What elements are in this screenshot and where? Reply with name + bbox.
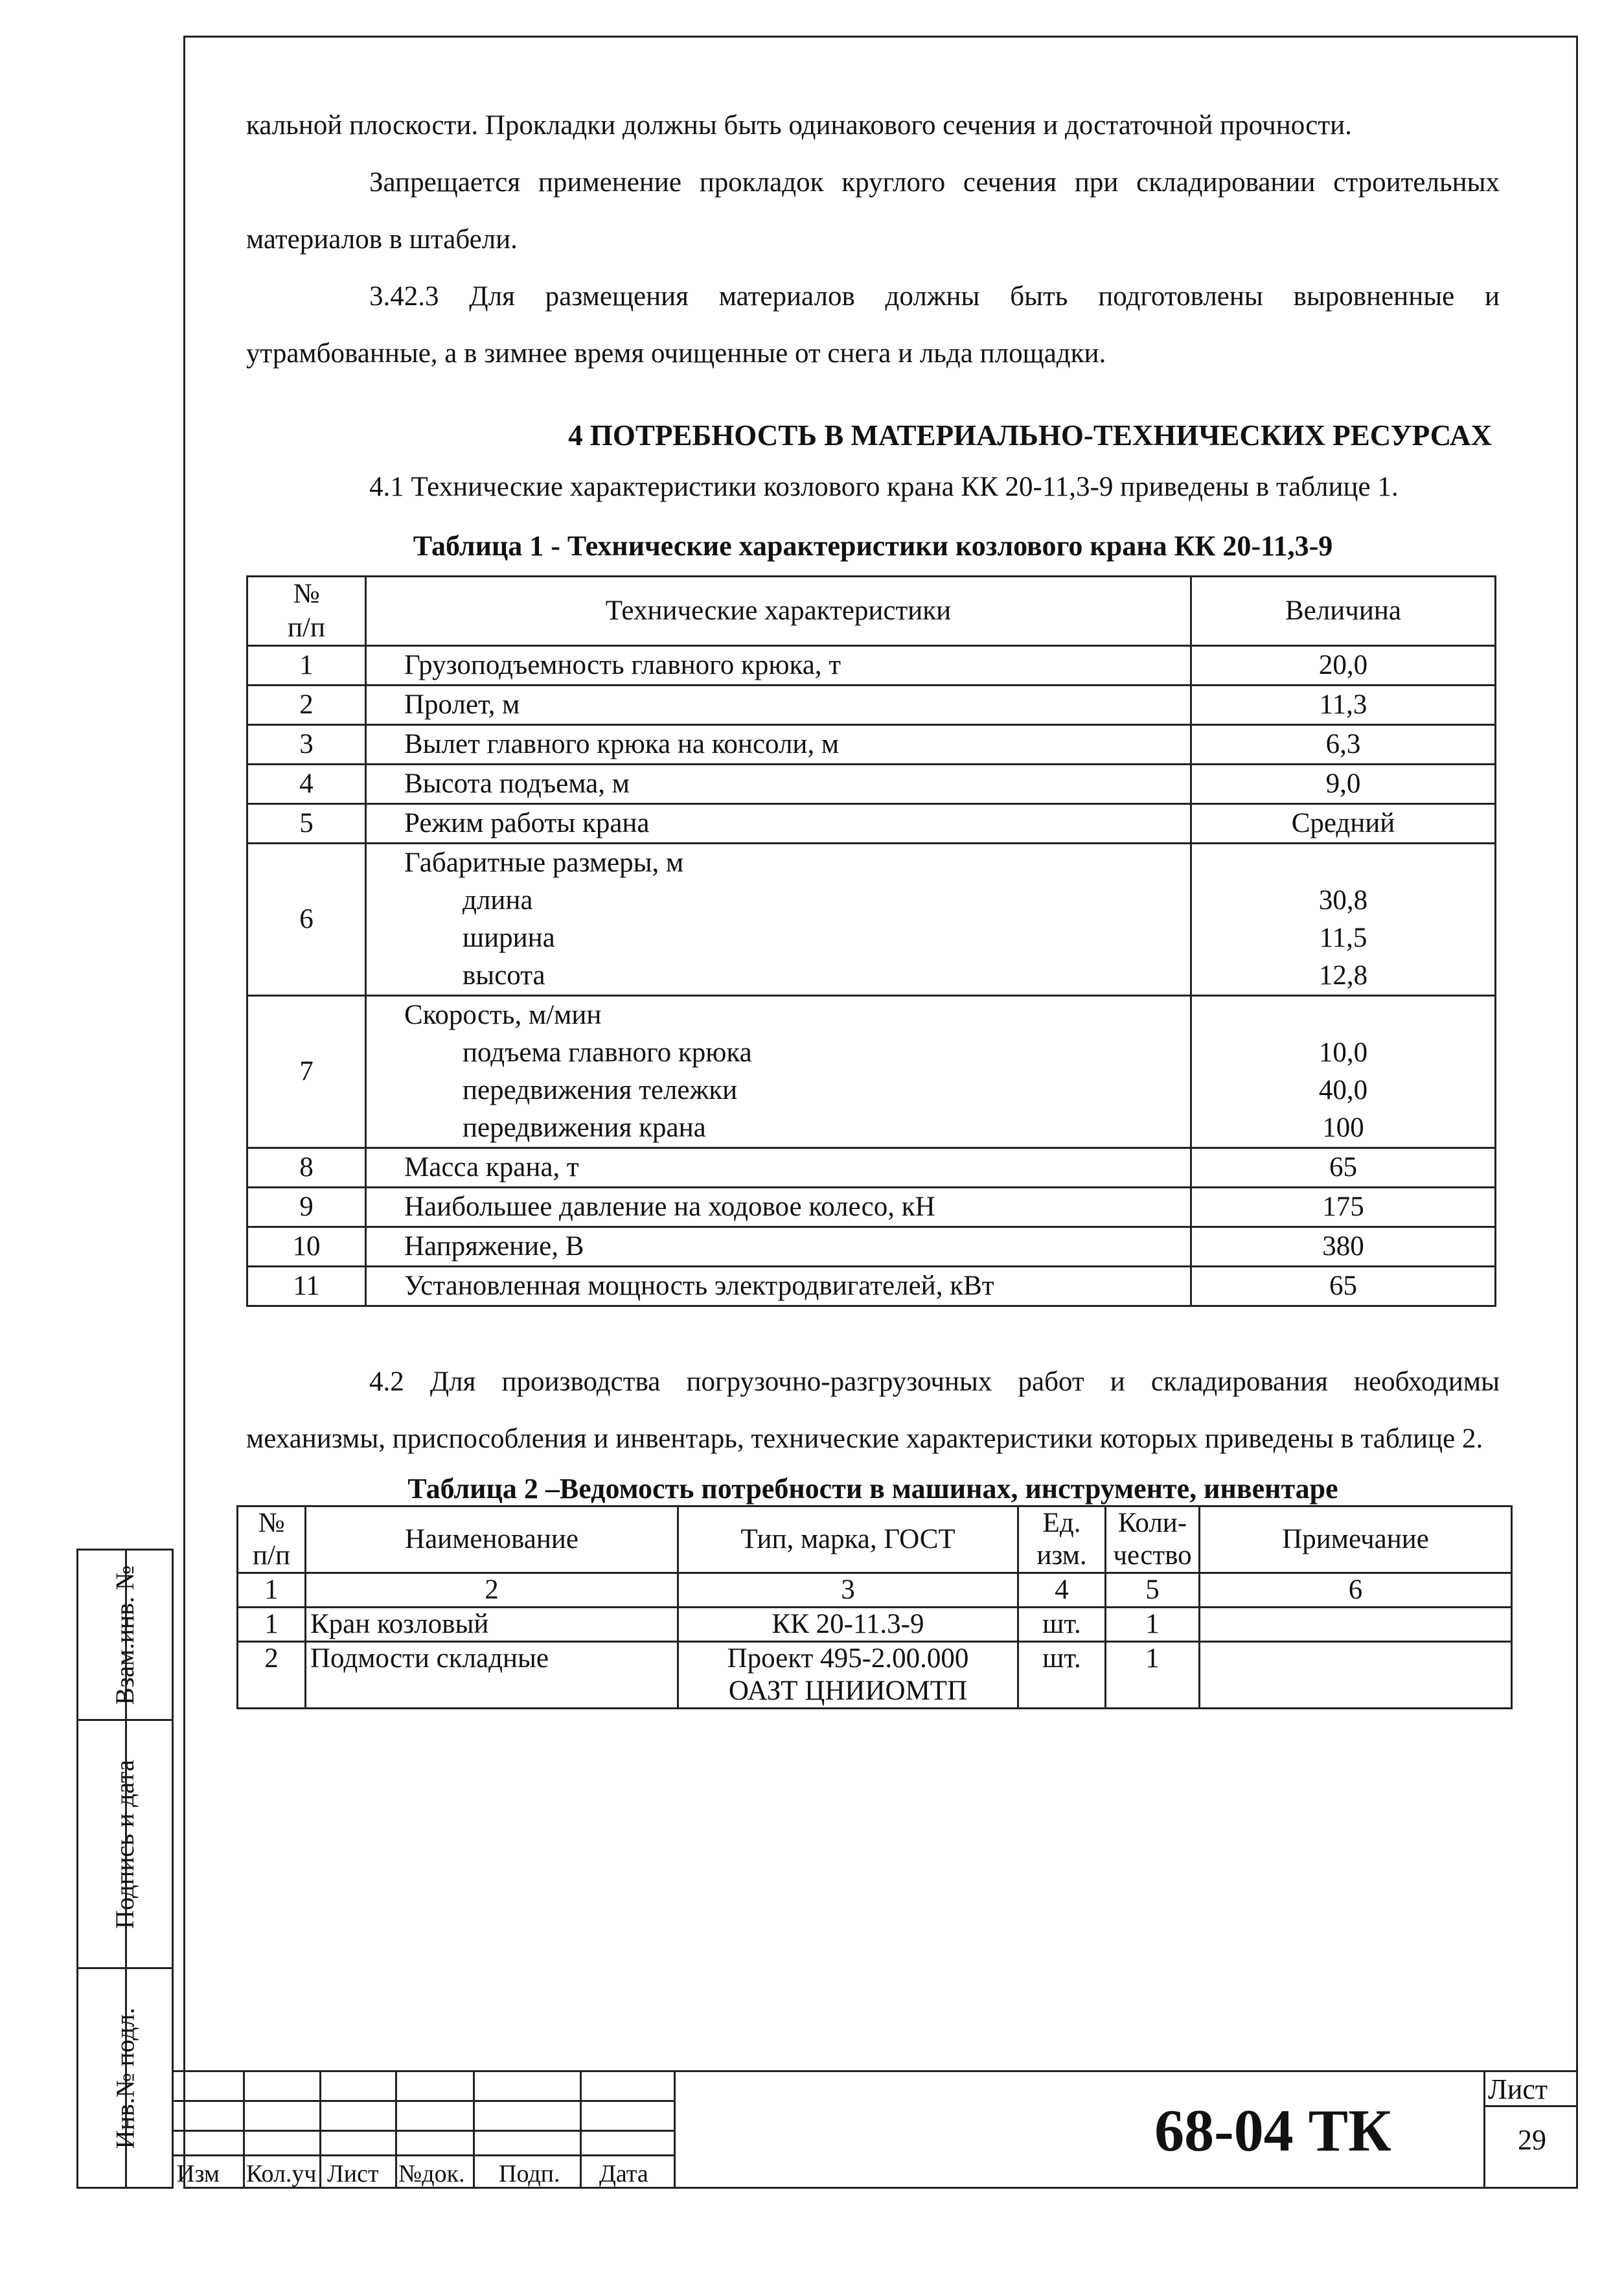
row-unit: шт.: [1018, 1642, 1106, 1709]
table-row: [247, 1148, 1496, 1188]
table1-caption: Таблица 1 - Технические характеристики козлового крана КК 20-11,3-9: [413, 530, 1333, 562]
table-row: [247, 1227, 1496, 1267]
table2-header-type: Тип, марка, ГОСТ: [678, 1506, 1018, 1573]
group-title: Габаритные размеры, м: [404, 848, 684, 878]
side-label: Инв.№ подл.: [110, 2007, 140, 2149]
row-name: Масса крана, т: [366, 1148, 1191, 1188]
sub-item: высота: [463, 960, 545, 991]
row-value: Средний: [1191, 804, 1496, 844]
page-content: [246, 97, 1500, 1709]
row-name: Наибольшее давление на ходовое колесо, кН: [366, 1188, 1191, 1227]
row-name: Высота подъема, м: [366, 765, 1191, 804]
sub-value: 40,0: [1318, 1075, 1368, 1105]
row-number: 6: [247, 844, 366, 996]
sub-value: 30,8: [1318, 885, 1368, 916]
colnum: 4: [1018, 1573, 1106, 1608]
table2-caption: Таблица 2 –Ведомость потребности в машинах, инструменте, инвентаре: [407, 1473, 1338, 1505]
sub-item: ширина: [463, 923, 555, 953]
side-binding-strip: [76, 1549, 174, 2189]
colnum: 1: [238, 1573, 306, 1608]
stamp-col-label: Лист: [327, 2160, 379, 2187]
table2-header-qty: Коли- чество: [1106, 1506, 1200, 1573]
sub-item: передвижения тележки: [463, 1075, 738, 1105]
table1-header-name: Технические характеристики: [366, 577, 1191, 646]
sub-value: 10,0: [1318, 1037, 1368, 1068]
row-number: 1: [238, 1608, 306, 1642]
sheet-number: 29: [1518, 2124, 1546, 2156]
row-value: 9,0: [1191, 765, 1496, 804]
row-number: 4: [247, 765, 366, 804]
table-row-speed: [247, 996, 1496, 1148]
row-name-group: [366, 844, 1191, 996]
row-value: 11,3: [1191, 686, 1496, 725]
table2-header-num: № п/п: [238, 1506, 306, 1573]
table-row: [247, 725, 1496, 765]
table2-header-note: Примечание: [1200, 1506, 1512, 1573]
stamp-col-label: Подп.: [499, 2160, 560, 2187]
sub-item: передвижения крана: [463, 1113, 706, 1143]
section-title: 4 ПОТРЕБНОСТЬ В МАТЕРИАЛЬНО-ТЕХНИЧЕСКИХ РЕСУРСАХ: [568, 419, 1492, 452]
sub-item: подъема главного крюка: [463, 1037, 752, 1068]
table2-header-name: Наименование: [306, 1506, 678, 1573]
table-row: [247, 1267, 1496, 1306]
row-note: [1200, 1608, 1512, 1642]
table1: [246, 575, 1496, 1307]
title-block: [172, 2070, 1578, 2189]
row-name: Кран козловый: [306, 1608, 678, 1642]
sub-value: 100: [1322, 1113, 1364, 1143]
stamp-col-label: Кол.уч: [246, 2160, 317, 2187]
row-value: 380: [1191, 1227, 1496, 1267]
side-cell-inventory: [78, 1969, 172, 2187]
sub-item: длина: [463, 885, 533, 916]
row-name: Режим работы крана: [366, 804, 1191, 844]
row-number: 2: [238, 1642, 306, 1709]
row-type: Проект 495-2.00.000 ОАЗТ ЦНИИОМТП: [678, 1642, 1018, 1709]
table-row: [247, 646, 1496, 686]
stamp-col-label: Изм: [177, 2160, 220, 2187]
stamp-col-label: Дата: [599, 2160, 648, 2187]
row-value: 20,0: [1191, 646, 1496, 686]
row-number: 7: [247, 996, 366, 1148]
table-row: [247, 686, 1496, 725]
row-name: Установленная мощность электродвигателей, кВт: [366, 1267, 1191, 1306]
table2-colnum-row: [238, 1573, 1512, 1608]
row-number: 1: [247, 646, 366, 686]
row-type: КК 20-11.3-9: [678, 1608, 1018, 1642]
group-title: Скорость, м/мин: [404, 1000, 602, 1030]
table-row: [238, 1642, 1512, 1709]
stamp-col-label: №док.: [398, 2160, 465, 2187]
row-number: 11: [247, 1267, 366, 1306]
sheet-label: Лист: [1488, 2073, 1548, 2105]
side-cell-replacement: [78, 1551, 172, 1721]
colnum: 5: [1106, 1573, 1200, 1608]
paragraph-4-2: 4.2 Для производства погрузочно-разгрузочных работ и складирования необходимы механизмы, приспособления и инвентарь, технические характеристики которых приведены в таблице 2.: [246, 1367, 1500, 1454]
colnum: 2: [306, 1573, 678, 1608]
row-name: Пролет, м: [366, 686, 1191, 725]
row-name: Подмости складные: [306, 1642, 678, 1709]
row-number: 3: [247, 725, 366, 765]
paragraph-3-42-3: 3.42.3 Для размещения материалов должны быть подготовлены выровненные и утрамбованные, а в зимнее время очищенные от снега и льда площадки.: [246, 281, 1500, 369]
row-number: 2: [247, 686, 366, 725]
table2: [236, 1505, 1513, 1709]
row-number: 9: [247, 1188, 366, 1227]
table2-header-unit: Ед. изм.: [1018, 1506, 1106, 1573]
row-number: 5: [247, 804, 366, 844]
row-qty: 1: [1106, 1642, 1200, 1709]
row-value: 65: [1191, 1267, 1496, 1306]
side-label: Подпись и дата: [110, 1759, 140, 1929]
row-name: Напряжение, В: [366, 1227, 1191, 1267]
sub-value: 12,8: [1318, 960, 1368, 991]
row-number: 8: [247, 1148, 366, 1188]
table-row: [238, 1608, 1512, 1642]
row-value: 175: [1191, 1188, 1496, 1227]
table-row: [247, 1188, 1496, 1227]
table1-header-num: № п/п: [247, 577, 366, 646]
row-note: [1200, 1642, 1512, 1709]
row-qty: 1: [1106, 1608, 1200, 1642]
paragraph-prohibition: Запрещается применение прокладок круглого сечения при складировании строительных материалов в штабели.: [246, 167, 1500, 255]
paragraph-4-1: 4.1 Технические характеристики козлового крана КК 20-11,3-9 приведены в таблице 1.: [369, 472, 1399, 502]
row-name-group: [366, 996, 1191, 1148]
row-value: 65: [1191, 1148, 1496, 1188]
table1-header-row: [247, 577, 1496, 646]
table1-header-value: Величина: [1191, 577, 1496, 646]
row-number: 10: [247, 1227, 366, 1267]
row-value: 6,3: [1191, 725, 1496, 765]
row-unit: шт.: [1018, 1608, 1106, 1642]
colnum: 3: [678, 1573, 1018, 1608]
table-row-dimensions: [247, 844, 1496, 996]
side-label: Взам.инв. №: [110, 1565, 140, 1705]
side-cell-signature: [78, 1721, 172, 1969]
row-values-group: [1191, 844, 1496, 996]
row-name: Грузоподъемность главного крюка, т: [366, 646, 1191, 686]
paragraph-continuation: кальной плоскости. Прокладки должны быть одинакового сечения и достаточной прочности.: [246, 110, 1352, 141]
row-name: Вылет главного крюка на консоли, м: [366, 725, 1191, 765]
table-row: [247, 804, 1496, 844]
document-number: 68-04 ТК: [1154, 2097, 1391, 2163]
row-values-group: [1191, 996, 1496, 1148]
table2-header-row: [238, 1506, 1512, 1573]
table-row: [247, 765, 1496, 804]
colnum: 6: [1200, 1573, 1512, 1608]
sub-value: 11,5: [1319, 923, 1367, 953]
